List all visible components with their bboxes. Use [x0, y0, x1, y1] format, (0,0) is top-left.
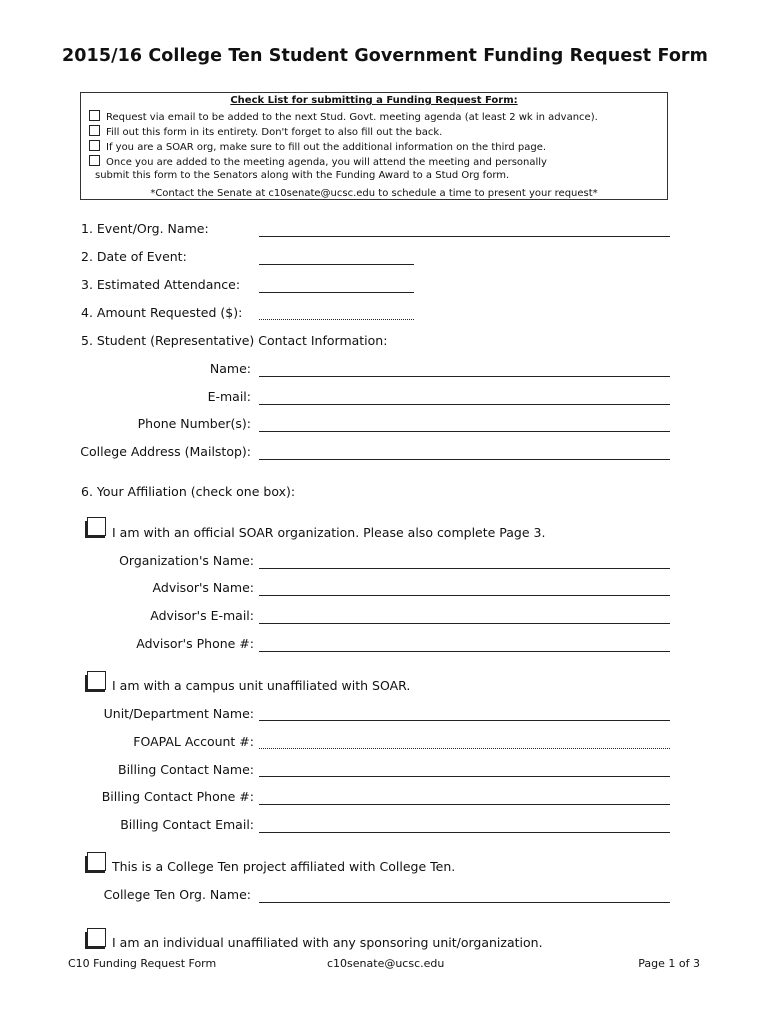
- department-label: Unit/Department Name:: [103, 706, 254, 721]
- billing-name-input[interactable]: [259, 776, 670, 777]
- date-input[interactable]: [259, 264, 414, 265]
- name-input[interactable]: [259, 376, 670, 377]
- checkbox[interactable]: [89, 110, 100, 121]
- billing-email-input[interactable]: [259, 832, 670, 833]
- campus-unit-checkbox[interactable]: [87, 671, 106, 690]
- advisor-name-input[interactable]: [259, 595, 670, 596]
- org-name-label: Organization's Name:: [119, 553, 254, 568]
- footer-page-number: Page 1 of 3: [638, 957, 700, 970]
- college-ten-org-input[interactable]: [259, 902, 670, 903]
- org-name-input[interactable]: [259, 568, 670, 569]
- billing-email-label: Billing Contact Email:: [120, 817, 254, 832]
- checklist-contact-note: *Contact the Senate at c10senate@ucsc.edu to schedule a time to present your request*: [150, 188, 598, 199]
- checklist-item[interactable]: [89, 125, 442, 138]
- address-label: College Address (Mailstop):: [80, 444, 251, 459]
- advisor-phone-label: Advisor's Phone #:: [136, 636, 254, 651]
- checklist-item-continuation: submit this form to the Senators along with the Funding Award to a Stud Org form.: [95, 170, 510, 181]
- checklist-item[interactable]: [89, 140, 546, 153]
- checklist-item-text: Fill out this form in its entirety. Don't forget to also fill out the back.: [106, 127, 443, 138]
- advisor-name-label: Advisor's Name:: [152, 580, 254, 595]
- checklist-item-text: Once you are added to the meeting agenda, you will attend the meeting and personally: [106, 157, 547, 168]
- individual-checkbox[interactable]: [87, 928, 106, 947]
- foapal-label: FOAPAL Account #:: [133, 734, 254, 749]
- name-label: Name:: [209, 361, 251, 376]
- checkbox[interactable]: [89, 140, 100, 151]
- department-input[interactable]: [259, 720, 670, 721]
- affiliation-heading: 6. Your Affiliation (check one box):: [81, 484, 296, 499]
- foapal-input[interactable]: [259, 748, 670, 749]
- campus-unit-label: I am with a campus unit unaffiliated with SOAR.: [112, 678, 411, 693]
- footer-form-name: C10 Funding Request Form: [68, 957, 217, 970]
- college-ten-checkbox[interactable]: [87, 852, 106, 871]
- advisor-email-input[interactable]: [259, 623, 670, 624]
- soar-label: I am with an official SOAR organization. Please also complete Page 3.: [112, 525, 546, 540]
- checklist-item[interactable]: [89, 155, 547, 168]
- amount-label: 4. Amount Requested ($):: [81, 305, 243, 320]
- individual-label: I am an individual unaffiliated with any sponsoring unit/organization.: [112, 935, 543, 950]
- checklist-item-text: If you are a SOAR org, make sure to fill out the additional information on the third page.: [106, 142, 547, 153]
- date-label: 2. Date of Event:: [81, 249, 187, 264]
- email-label: E-mail:: [207, 389, 251, 404]
- checklist-panel: [80, 92, 668, 200]
- address-input[interactable]: [259, 459, 670, 460]
- soar-checkbox[interactable]: [87, 517, 106, 536]
- billing-name-label: Billing Contact Name:: [118, 762, 254, 777]
- event-name-label: 1. Event/Org. Name:: [81, 221, 209, 236]
- checklist-heading: Check List for submitting a Funding Request Form:: [230, 95, 518, 106]
- billing-phone-input[interactable]: [259, 804, 670, 805]
- contact-heading: 5. Student (Representative) Contact Information:: [81, 333, 388, 348]
- billing-phone-label: Billing Contact Phone #:: [101, 789, 254, 804]
- page-title: 2015/16 College Ten Student Government Funding Request Form: [61, 46, 709, 66]
- phone-label: Phone Number(s):: [137, 416, 251, 431]
- advisor-email-label: Advisor's E-mail:: [150, 608, 254, 623]
- phone-input[interactable]: [259, 431, 670, 432]
- checkbox[interactable]: [89, 125, 100, 136]
- footer-email: c10senate@ucsc.edu: [327, 957, 445, 970]
- checklist-item[interactable]: [89, 110, 598, 123]
- attendance-label: 3. Estimated Attendance:: [81, 277, 241, 292]
- advisor-phone-input[interactable]: [259, 651, 670, 652]
- attendance-input[interactable]: [259, 292, 414, 293]
- amount-input[interactable]: [259, 319, 414, 320]
- checklist-item-text: Request via email to be added to the next Stud. Govt. meeting agenda (at least 2 wk in advance).: [106, 112, 598, 123]
- college-ten-label: This is a College Ten project affiliated with College Ten.: [112, 859, 456, 874]
- college-ten-org-label: College Ten Org. Name:: [103, 887, 251, 902]
- checkbox[interactable]: [89, 155, 100, 166]
- email-input[interactable]: [259, 404, 670, 405]
- event-name-input[interactable]: [259, 236, 670, 237]
